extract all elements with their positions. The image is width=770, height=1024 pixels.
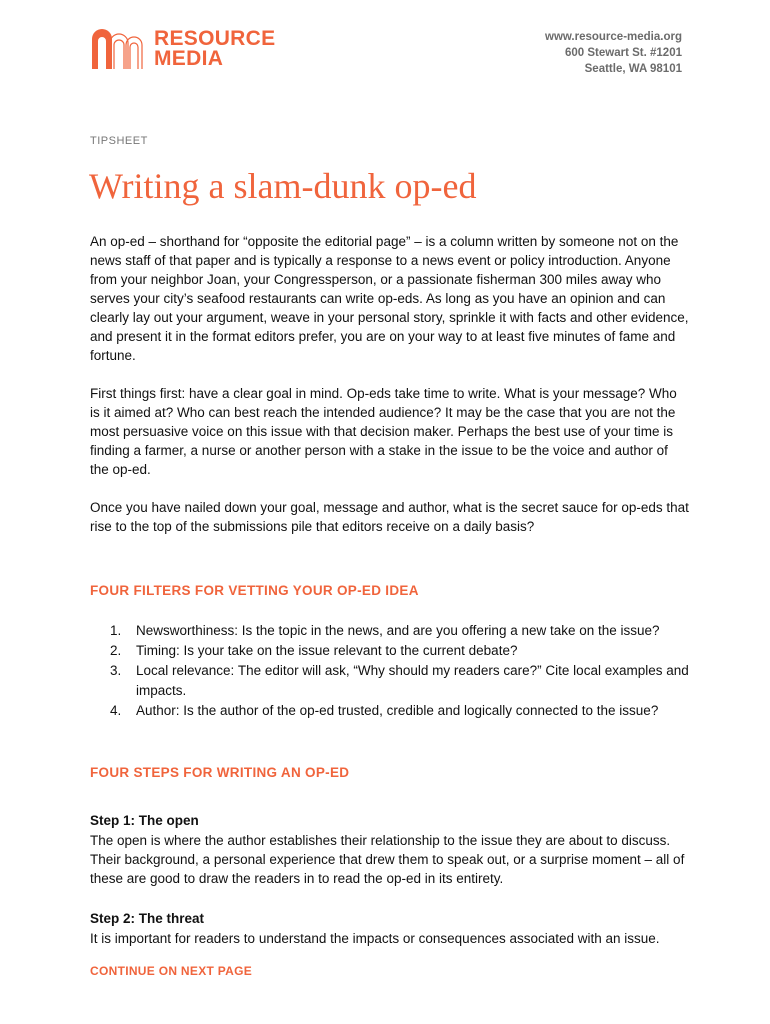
doc-label: TIPSHEET bbox=[90, 135, 148, 147]
logo-line-1: RESOURCE bbox=[154, 27, 276, 50]
list-text: Timing: Is your take on the issue relevant to the current debate? bbox=[136, 643, 518, 658]
secret-sauce-paragraph: Once you have nailed down your goal, message and author, what is the secret sauce for op-eds that rise to the top of the submissions pile that editors receive on a daily basis? bbox=[90, 500, 689, 534]
step-1-title: Step 1: The open bbox=[90, 813, 199, 828]
first-things-paragraph: First things first: have a clear goal in mind. Op-eds take time to write. What is your message? Who is it aimed at? Who can best reach the intended audience? It may be the case that you are not the most persuasive voice on this issue with that decision maker. Perhaps the best use of your time is finding a farmer, a nurse or another person with a stake in the issue to be the voice and author of the op-ed. bbox=[90, 386, 677, 477]
list-number: 1. bbox=[110, 623, 122, 638]
list-item bbox=[110, 661, 690, 701]
step-2-title: Step 2: The threat bbox=[90, 911, 205, 926]
list-text: Newsworthiness: Is the topic in the news, and are you offering a new take on the issue? bbox=[136, 623, 660, 638]
logo-line-2: MEDIA bbox=[154, 47, 224, 70]
website-link[interactable]: www.resource-media.org bbox=[545, 31, 682, 43]
street-address: 600 Stewart St. #1201 bbox=[565, 47, 682, 59]
list-item bbox=[110, 621, 690, 641]
list-item bbox=[110, 641, 690, 661]
steps-heading: FOUR STEPS FOR WRITING AN OP-ED bbox=[90, 765, 350, 780]
intro-paragraph: An op-ed – shorthand for “opposite the editorial page” – is a column written by someone not on the news staff of that paper and is typically a response to a news event or policy introduction. Anyone from your neighbor Joan, your Congressperson, or a passionate fisherman 300 miles away who serves your city’s seafood restaurants can write op-eds. As long as you have an opinion and can clearly lay out your argument, weave in your personal story, sprinkle it with facts and other evidence, and present it in the format editors prefer, you are on your way to at least five minutes of fame and fortune. bbox=[90, 234, 689, 363]
list-number: 2. bbox=[110, 643, 122, 658]
list-text: Local relevance: The editor will ask, “Why should my readers care?” Cite local examples and impacts. bbox=[136, 663, 689, 698]
list-item bbox=[110, 701, 690, 721]
list-number: 4. bbox=[110, 703, 122, 718]
address-block bbox=[545, 29, 682, 77]
list-number: 3. bbox=[110, 663, 122, 678]
arches-logo-icon bbox=[90, 29, 146, 69]
city-address: Seattle, WA 98101 bbox=[584, 63, 682, 75]
resource-media-logo bbox=[90, 29, 275, 69]
filters-list bbox=[110, 621, 690, 721]
step-2-text: It is important for readers to understand the impacts or consequences associated with an issue. bbox=[90, 931, 660, 946]
filters-heading: FOUR FILTERS FOR VETTING YOUR OP-ED IDEA bbox=[90, 583, 419, 598]
list-text: Author: Is the author of the op-ed trusted, credible and logically connected to the issue? bbox=[136, 703, 659, 718]
step-1-text: The open is where the author establishes their relationship to the issue they are about to discuss. Their background, a personal experience that drew them to speak out, or a surprise moment – all of these are good to draw the readers in to read the op-ed in its entirety. bbox=[90, 833, 685, 886]
continue-note: CONTINUE ON NEXT PAGE bbox=[90, 964, 253, 978]
page-title: Writing a slam-dunk op-ed bbox=[89, 166, 477, 206]
